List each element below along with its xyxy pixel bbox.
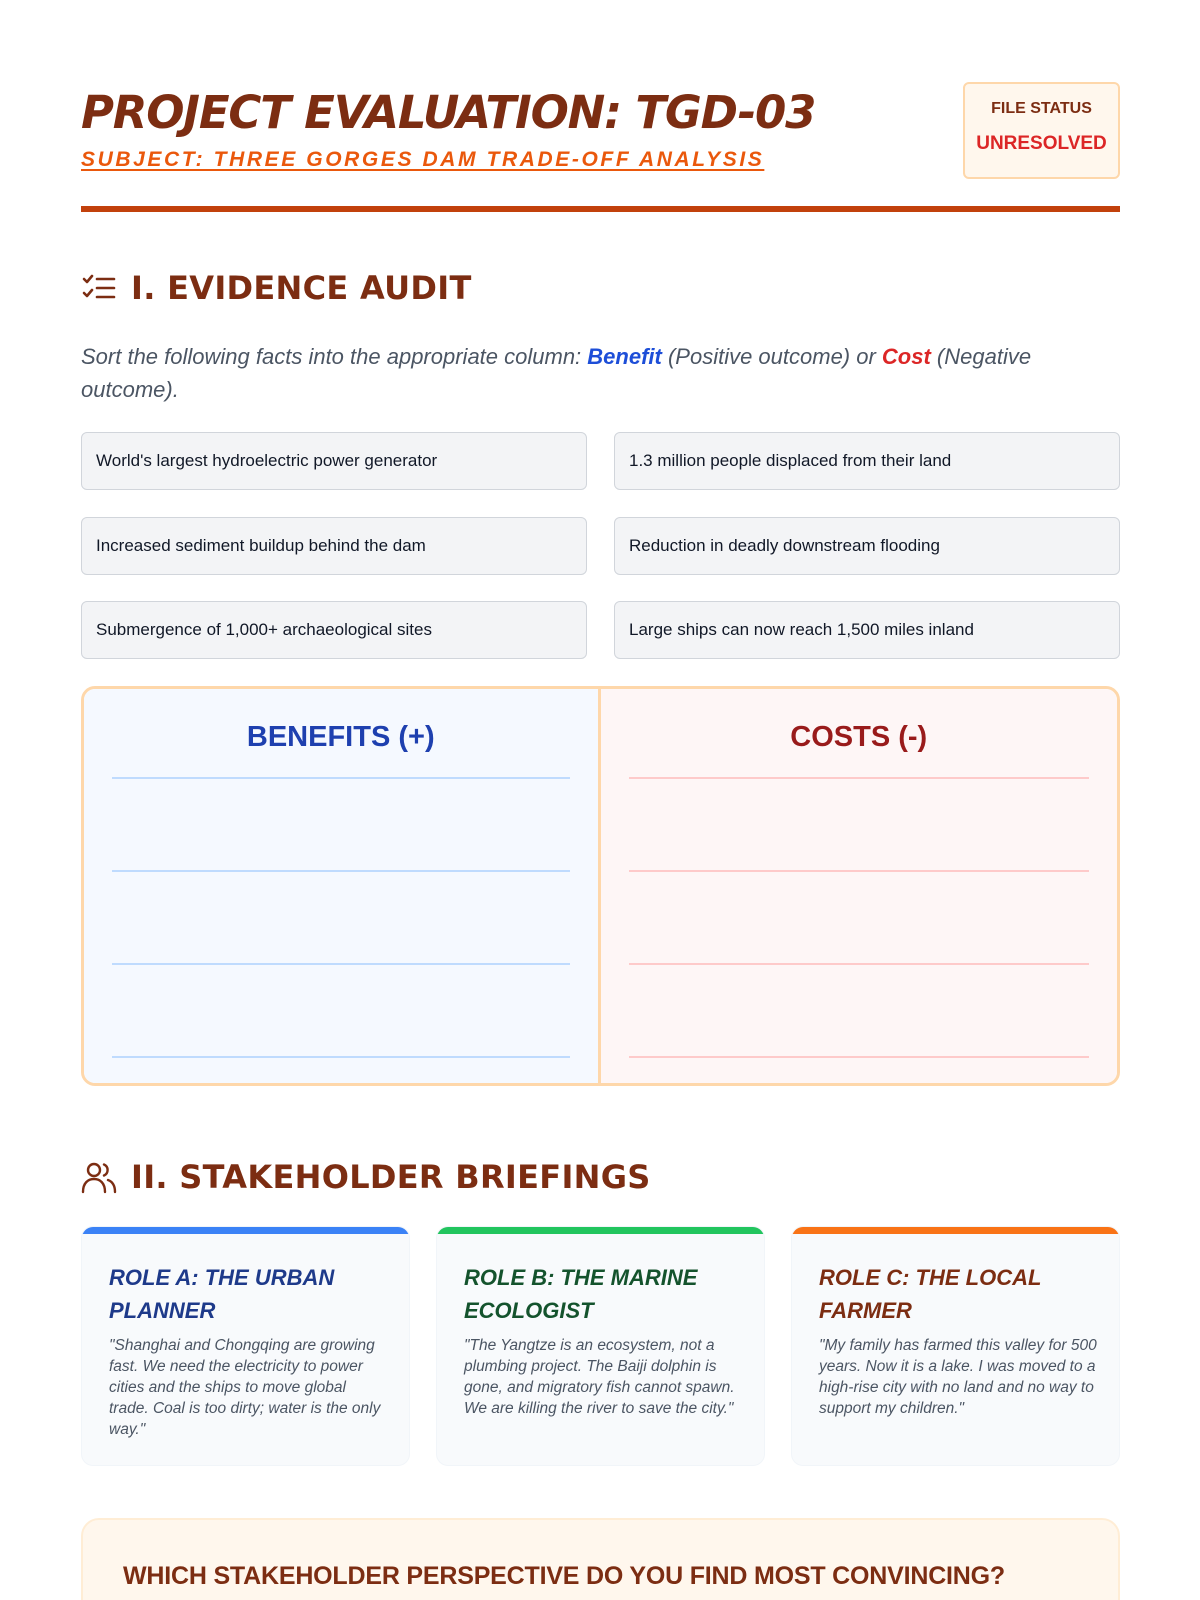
role-card-local-farmer bbox=[791, 1226, 1120, 1466]
answer-line[interactable] bbox=[112, 1056, 570, 1058]
answer-line[interactable] bbox=[629, 777, 1090, 779]
instructions-text: Sort the following facts into the appropriate column: bbox=[81, 344, 588, 369]
role-quote: "Shanghai and Chongqing are growing fast. We need the electricity to power cities and the ships to move global trade. Coal is too dirty; water is the only way." bbox=[109, 1337, 381, 1438]
fact-card[interactable]: 1.3 million people displaced from their land bbox=[614, 432, 1120, 490]
checklist-icon bbox=[81, 270, 117, 306]
answer-line[interactable] bbox=[112, 777, 570, 779]
role-accent-bar bbox=[82, 1227, 409, 1234]
role-quote: "The Yangtze is an ecosystem, not a plumbing project. The Baiji dolphin is gone, and migratory fish cannot spawn. We are killing the river to save the city." bbox=[464, 1337, 735, 1417]
role-quote: "My family has farmed this valley for 500 years. Now it is a lake. I was moved to a high-rise city with no land and no way to support my children." bbox=[819, 1337, 1097, 1417]
fact-card[interactable]: Increased sediment buildup behind the dam bbox=[81, 517, 587, 575]
answer-line[interactable] bbox=[112, 963, 570, 965]
role-accent-bar bbox=[437, 1227, 764, 1234]
reflection-question-box bbox=[81, 1518, 1120, 1600]
fact-card[interactable]: Large ships can now reach 1,500 miles inland bbox=[614, 601, 1120, 659]
header bbox=[81, 82, 1120, 212]
role-title: ROLE C: THE LOCAL FARMER bbox=[819, 1265, 1042, 1323]
header-divider bbox=[81, 206, 1120, 212]
role-card-urban-planner bbox=[81, 1226, 410, 1466]
instructions-text: (Negative outcome). bbox=[81, 344, 1032, 402]
fact-card[interactable]: Reduction in deadly downstream flooding bbox=[614, 517, 1120, 575]
sort-table bbox=[81, 686, 1120, 1086]
page-title: PROJECT EVALUATION: TGD-03 bbox=[81, 86, 816, 139]
role-title: ROLE A: THE URBAN PLANNER bbox=[109, 1265, 335, 1323]
cost-keyword: Cost bbox=[881, 344, 931, 369]
answer-line[interactable] bbox=[112, 870, 570, 872]
section-title: I. EVIDENCE AUDIT bbox=[131, 269, 472, 307]
costs-column[interactable] bbox=[601, 689, 1118, 1083]
answer-line[interactable] bbox=[629, 1056, 1090, 1058]
role-title: ROLE B: THE MARINE ECOLOGIST bbox=[464, 1265, 698, 1323]
costs-heading: COSTS (-) bbox=[790, 721, 928, 753]
reflection-question: WHICH STAKEHOLDER PERSPECTIVE DO YOU FIND MOST CONVINCING? bbox=[123, 1562, 1005, 1590]
page-subtitle: SUBJECT: THREE GORGES DAM TRADE-OFF ANALYSIS bbox=[81, 148, 765, 171]
benefits-column[interactable] bbox=[84, 689, 601, 1083]
fact-card[interactable]: World's largest hydroelectric power generator bbox=[81, 432, 587, 490]
sort-instructions bbox=[81, 340, 1120, 406]
answer-line[interactable] bbox=[629, 870, 1090, 872]
answer-line[interactable] bbox=[629, 963, 1090, 965]
worksheet-page bbox=[81, 0, 1120, 1600]
section-evidence-audit-heading bbox=[81, 268, 472, 308]
users-icon bbox=[81, 1159, 117, 1195]
role-accent-bar bbox=[792, 1227, 1119, 1234]
file-status-value: UNRESOLVED bbox=[976, 133, 1107, 154]
section-title: II. STAKEHOLDER BRIEFINGS bbox=[131, 1158, 651, 1196]
role-card-marine-ecologist bbox=[436, 1226, 765, 1466]
fact-card[interactable]: Submergence of 1,000+ archaeological sites bbox=[81, 601, 587, 659]
benefits-heading: BENEFITS (+) bbox=[246, 721, 435, 753]
section-stakeholder-briefings-heading bbox=[81, 1157, 651, 1197]
file-status-label: FILE STATUS bbox=[991, 100, 1092, 117]
instructions-text: (Positive outcome) or bbox=[661, 344, 882, 369]
file-status-box bbox=[963, 82, 1120, 179]
benefit-keyword: Benefit bbox=[587, 344, 662, 369]
